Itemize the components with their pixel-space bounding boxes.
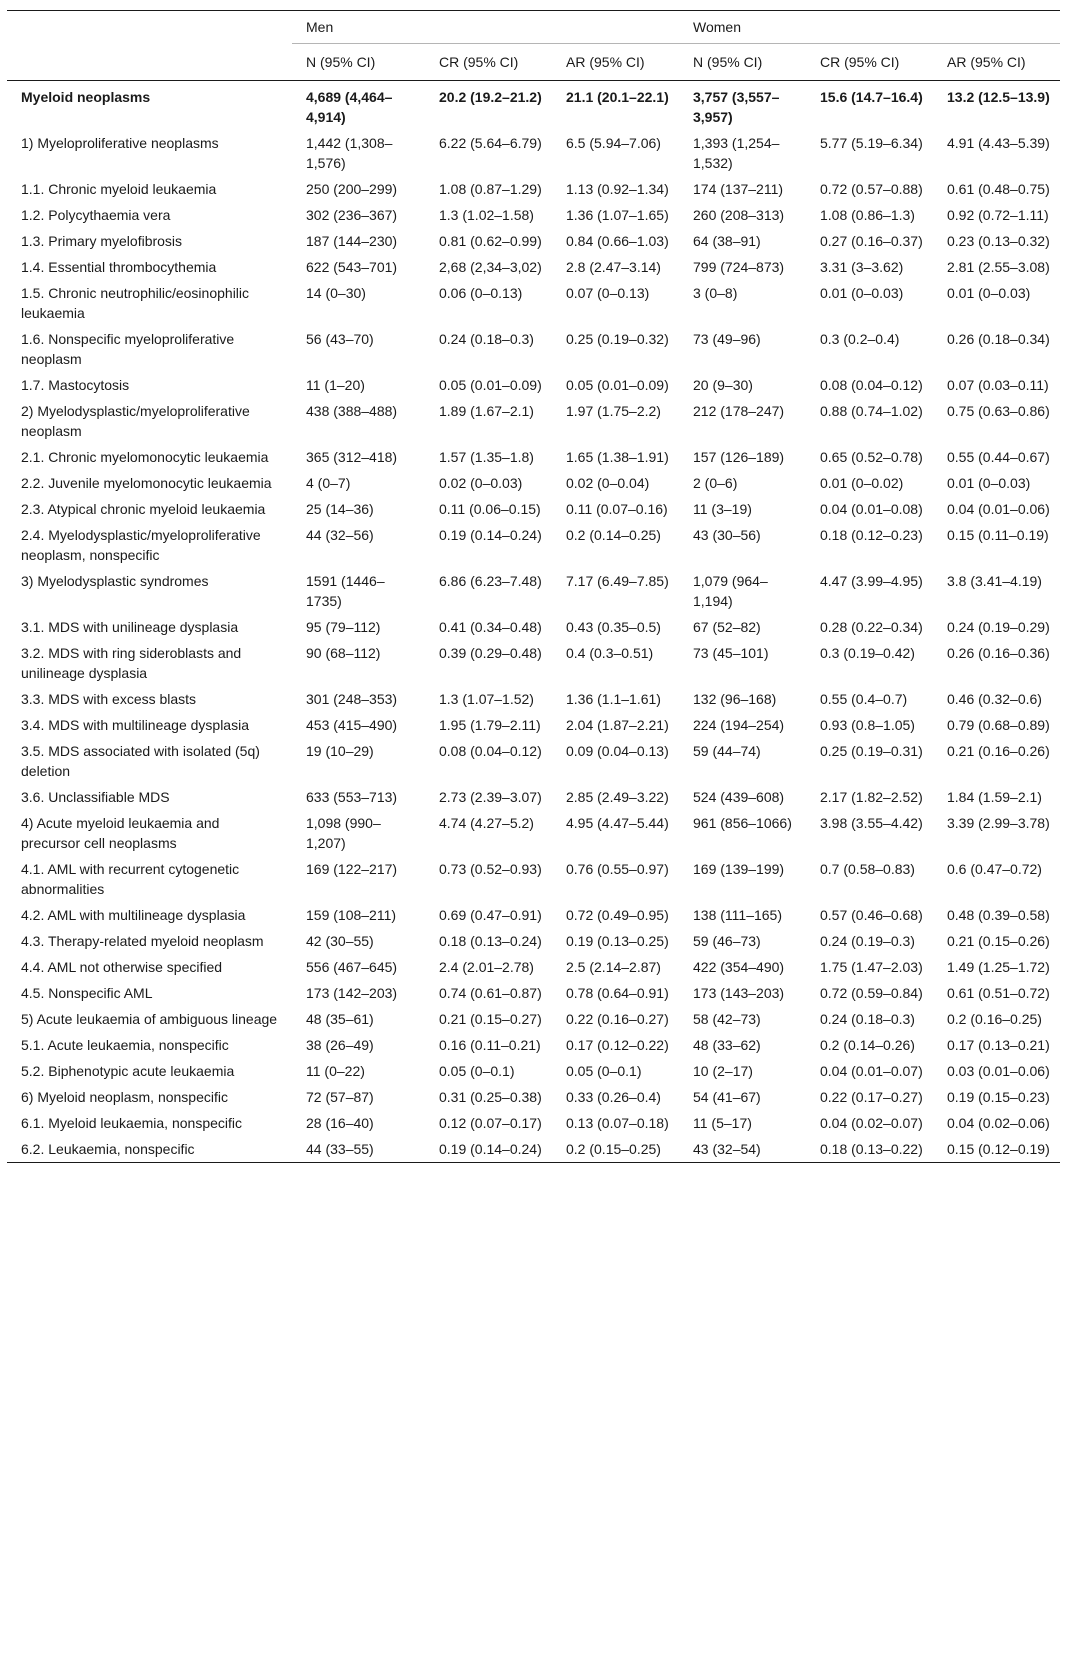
- cell-men-ar: 0.78 (0.64–0.91): [566, 985, 669, 1001]
- cell-men-ar: 7.17 (6.49–7.85): [566, 573, 669, 589]
- table-row: [7, 176, 1060, 202]
- cell-women-n: 524 (439–608): [693, 789, 785, 805]
- header-men: Men: [292, 11, 679, 44]
- cell-women-n: 1,079 (964–1,194): [693, 573, 768, 609]
- cell-women-cr: 0.04 (0.02–0.07): [820, 1115, 923, 1131]
- cell-men-n: 11 (1–20): [306, 377, 365, 393]
- table-row: [7, 738, 1060, 784]
- cell-women-cr: 3.98 (3.55–4.42): [820, 815, 923, 831]
- row-label: 3.6. Unclassifiable MDS: [21, 789, 170, 805]
- table-row: [7, 398, 1060, 444]
- cell-women-ar: 3.8 (3.41–4.19): [947, 573, 1042, 589]
- cell-men-n: 72 (57–87): [306, 1089, 374, 1105]
- cell-women-n: 73 (45–101): [693, 645, 769, 661]
- cell-women-n: 43 (32–54): [693, 1141, 761, 1157]
- cell-men-ar: 2.85 (2.49–3.22): [566, 789, 669, 805]
- table-row: [7, 1084, 1060, 1110]
- cell-men-cr: 0.73 (0.52–0.93): [439, 861, 542, 877]
- cell-women-cr: 0.08 (0.04–0.12): [820, 377, 923, 393]
- cell-men-ar: 1.97 (1.75–2.2): [566, 403, 661, 419]
- cell-men-ar: 0.25 (0.19–0.32): [566, 331, 669, 347]
- header-men-cr: CR (95% CI): [425, 44, 552, 81]
- table-row: [7, 1032, 1060, 1058]
- cell-women-ar: 0.17 (0.13–0.21): [947, 1037, 1050, 1053]
- cell-men-n: 187 (144–230): [306, 233, 398, 249]
- cell-men-n: 56 (43–70): [306, 331, 374, 347]
- incidence-table: [7, 10, 1060, 1163]
- table-row: [7, 326, 1060, 372]
- row-label: 4.2. AML with multilineage dysplasia: [21, 907, 246, 923]
- cell-women-n: 138 (111–165): [693, 907, 782, 923]
- cell-women-n: 48 (33–62): [693, 1037, 761, 1053]
- cell-men-ar: 0.05 (0.01–0.09): [566, 377, 669, 393]
- cell-women-cr: 0.3 (0.19–0.42): [820, 645, 915, 661]
- cell-men-n: 365 (312–418): [306, 449, 398, 465]
- cell-men-ar: 0.33 (0.26–0.4): [566, 1089, 661, 1105]
- row-label: 1.6. Nonspecific myeloproliferative neoplasm: [21, 331, 235, 367]
- cell-men-cr: 0.11 (0.06–0.15): [439, 501, 541, 517]
- cell-men-n: 48 (35–61): [306, 1011, 374, 1027]
- row-label: 3.5. MDS associated with isolated (5q) deletion: [21, 743, 260, 779]
- cell-men-cr: 0.19 (0.14–0.24): [439, 527, 542, 543]
- cell-men-cr: 0.06 (0–0.13): [439, 285, 523, 301]
- cell-men-cr: 2,68 (2,34–3,02): [439, 259, 542, 275]
- cell-men-n: 14 (0–30): [306, 285, 366, 301]
- cell-men-cr: 0.05 (0–0.1): [439, 1063, 515, 1079]
- table-row: [7, 202, 1060, 228]
- cell-men-n: 556 (467–645): [306, 959, 398, 975]
- table-row: [7, 1006, 1060, 1032]
- cell-men-ar: 0.02 (0–0.04): [566, 475, 650, 491]
- table-row: [7, 1136, 1060, 1163]
- cell-women-n: 961 (856–1066): [693, 815, 792, 831]
- cell-men-ar: 0.05 (0–0.1): [566, 1063, 642, 1079]
- cell-women-n: 3,757 (3,557–3,957): [693, 89, 780, 125]
- cell-men-ar: 0.22 (0.16–0.27): [566, 1011, 669, 1027]
- cell-men-cr: 0.18 (0.13–0.24): [439, 933, 542, 949]
- row-label: 2.1. Chronic myelomonocytic leukaemia: [21, 449, 269, 465]
- cell-women-n: 43 (30–56): [693, 527, 761, 543]
- cell-men-n: 42 (30–55): [306, 933, 374, 949]
- table-body: [7, 81, 1060, 1163]
- cell-men-n: 159 (108–211): [306, 907, 397, 923]
- cell-men-cr: 0.12 (0.07–0.17): [439, 1115, 542, 1131]
- cell-women-ar: 1.49 (1.25–1.72): [947, 959, 1050, 975]
- cell-women-cr: 0.01 (0–0.03): [820, 285, 904, 301]
- table-row: [7, 614, 1060, 640]
- table-row: [7, 712, 1060, 738]
- cell-women-cr: 0.22 (0.17–0.27): [820, 1089, 923, 1105]
- row-label: 5) Acute leukaemia of ambiguous lineage: [21, 1011, 278, 1027]
- cell-women-cr: 4.47 (3.99–4.95): [820, 573, 923, 589]
- cell-men-n: 302 (236–367): [306, 207, 398, 223]
- table-container: [7, 10, 1060, 1163]
- table-row: [7, 444, 1060, 470]
- table-header: [7, 11, 1060, 81]
- cell-women-n: 59 (44–74): [693, 743, 761, 759]
- table-row: [7, 228, 1060, 254]
- cell-women-n: 212 (178–247): [693, 403, 785, 419]
- cell-men-n: 301 (248–353): [306, 691, 398, 707]
- cell-women-n: 260 (208–313): [693, 207, 785, 223]
- cell-men-ar: 2.8 (2.47–3.14): [566, 259, 661, 275]
- cell-men-n: 1591 (1446–1735): [306, 573, 385, 609]
- cell-men-n: 95 (79–112): [306, 619, 381, 635]
- header-label-cell: [7, 44, 292, 81]
- cell-men-cr: 4.74 (4.27–5.2): [439, 815, 534, 831]
- row-label: 1) Myeloproliferative neoplasms: [21, 135, 219, 151]
- header-women: Women: [679, 11, 1060, 44]
- cell-women-n: 11 (5–17): [693, 1115, 752, 1131]
- cell-men-ar: 0.11 (0.07–0.16): [566, 501, 668, 517]
- cell-men-n: 90 (68–112): [306, 645, 381, 661]
- row-label: 4.1. AML with recurrent cytogenetic abnormalities: [21, 861, 240, 897]
- cell-men-n: 453 (415–490): [306, 717, 398, 733]
- cell-women-ar: 0.21 (0.16–0.26): [947, 743, 1050, 759]
- cell-women-n: 1,393 (1,254–1,532): [693, 135, 780, 171]
- cell-women-n: 3 (0–8): [693, 285, 738, 301]
- cell-women-cr: 0.04 (0.01–0.08): [820, 501, 923, 517]
- cell-men-n: 169 (122–217): [306, 861, 398, 877]
- table-row: [7, 810, 1060, 856]
- row-label: 3) Myelodysplastic syndromes: [21, 573, 209, 589]
- row-label: 6.1. Myeloid leukaemia, nonspecific: [21, 1115, 243, 1131]
- cell-women-cr: 5.77 (5.19–6.34): [820, 135, 923, 151]
- header-men-n: N (95% CI): [292, 44, 425, 81]
- cell-women-n: 64 (38–91): [693, 233, 761, 249]
- cell-women-cr: 0.01 (0–0.02): [820, 475, 904, 491]
- table-row: [7, 928, 1060, 954]
- table-row: [7, 954, 1060, 980]
- table-row: [7, 254, 1060, 280]
- cell-women-cr: 0.2 (0.14–0.26): [820, 1037, 915, 1053]
- cell-men-n: 44 (32–56): [306, 527, 374, 543]
- cell-men-ar: 0.72 (0.49–0.95): [566, 907, 669, 923]
- cell-women-cr: 0.18 (0.12–0.23): [820, 527, 923, 543]
- table-row: [7, 496, 1060, 522]
- cell-women-cr: 0.25 (0.19–0.31): [820, 743, 923, 759]
- cell-women-ar: 0.21 (0.15–0.26): [947, 933, 1050, 949]
- cell-women-cr: 1.08 (0.86–1.3): [820, 207, 915, 223]
- cell-women-ar: 0.75 (0.63–0.86): [947, 403, 1050, 419]
- table-row: [7, 470, 1060, 496]
- cell-men-ar: 0.4 (0.3–0.51): [566, 645, 654, 661]
- row-label: 5.1. Acute leukaemia, nonspecific: [21, 1037, 229, 1053]
- cell-men-n: 28 (16–40): [306, 1115, 374, 1131]
- cell-women-n: 58 (42–73): [693, 1011, 761, 1027]
- cell-women-cr: 0.93 (0.8–1.05): [820, 717, 915, 733]
- cell-women-ar: 1.84 (1.59–2.1): [947, 789, 1042, 805]
- cell-men-ar: 0.76 (0.55–0.97): [566, 861, 669, 877]
- cell-men-cr: 0.08 (0.04–0.12): [439, 743, 542, 759]
- row-label: 4.5. Nonspecific AML: [21, 985, 153, 1001]
- cell-men-ar: 2.5 (2.14–2.87): [566, 959, 661, 975]
- header-group-row: [7, 11, 1060, 44]
- cell-men-cr: 1.3 (1.07–1.52): [439, 691, 534, 707]
- cell-men-ar: 1.36 (1.1–1.61): [566, 691, 661, 707]
- table-row: [7, 902, 1060, 928]
- row-label: 3.3. MDS with excess blasts: [21, 691, 197, 707]
- table-row: [7, 784, 1060, 810]
- cell-women-ar: 0.79 (0.68–0.89): [947, 717, 1050, 733]
- table-row: [7, 130, 1060, 176]
- row-label: 6) Myeloid neoplasm, nonspecific: [21, 1089, 228, 1105]
- header-women-cr: CR (95% CI): [806, 44, 933, 81]
- cell-men-cr: 6.86 (6.23–7.48): [439, 573, 542, 589]
- row-label: 6.2. Leukaemia, nonspecific: [21, 1141, 195, 1157]
- cell-men-cr: 0.16 (0.11–0.21): [439, 1037, 541, 1053]
- cell-women-n: 11 (3–19): [693, 501, 752, 517]
- cell-women-n: 157 (126–189): [693, 449, 785, 465]
- row-label: 4.4. AML not otherwise specified: [21, 959, 223, 975]
- row-label: 1.7. Mastocytosis: [21, 377, 130, 393]
- row-label: 1.5. Chronic neutrophilic/eosinophilic leukaemia: [21, 285, 250, 321]
- row-label: 1.1. Chronic myeloid leukaemia: [21, 181, 217, 197]
- cell-women-cr: 0.88 (0.74–1.02): [820, 403, 923, 419]
- cell-men-cr: 0.21 (0.15–0.27): [439, 1011, 542, 1027]
- header-column-row: [7, 44, 1060, 81]
- cell-women-cr: 0.72 (0.57–0.88): [820, 181, 923, 197]
- cell-women-n: 20 (9–30): [693, 377, 753, 393]
- cell-women-ar: 0.23 (0.13–0.32): [947, 233, 1050, 249]
- table-row: [7, 522, 1060, 568]
- table-row: [7, 81, 1060, 131]
- cell-women-ar: 0.26 (0.18–0.34): [947, 331, 1050, 347]
- cell-men-ar: 6.5 (5.94–7.06): [566, 135, 661, 151]
- cell-women-cr: 0.72 (0.59–0.84): [820, 985, 923, 1001]
- cell-women-n: 174 (137–211): [693, 181, 784, 197]
- cell-women-cr: 0.55 (0.4–0.7): [820, 691, 908, 707]
- table-row: [7, 980, 1060, 1006]
- row-label: 3.4. MDS with multilineage dysplasia: [21, 717, 249, 733]
- row-label: 3.2. MDS with ring sideroblasts and unilineage dysplasia: [21, 645, 242, 681]
- cell-men-cr: 1.89 (1.67–2.1): [439, 403, 534, 419]
- cell-men-cr: 0.41 (0.34–0.48): [439, 619, 542, 635]
- cell-women-ar: 0.61 (0.51–0.72): [947, 985, 1050, 1001]
- cell-women-n: 799 (724–873): [693, 259, 785, 275]
- cell-men-n: 11 (0–22): [306, 1063, 365, 1079]
- cell-women-ar: 0.07 (0.03–0.11): [947, 377, 1049, 393]
- cell-women-n: 73 (49–96): [693, 331, 761, 347]
- cell-men-n: 4 (0–7): [306, 475, 351, 491]
- cell-women-n: 67 (52–82): [693, 619, 761, 635]
- cell-women-n: 10 (2–17): [693, 1063, 753, 1079]
- cell-women-n: 2 (0–6): [693, 475, 738, 491]
- header-men-ar: AR (95% CI): [552, 44, 679, 81]
- cell-men-ar: 21.1 (20.1–22.1): [566, 89, 669, 105]
- cell-men-ar: 0.43 (0.35–0.5): [566, 619, 661, 635]
- cell-women-n: 224 (194–254): [693, 717, 785, 733]
- cell-women-ar: 2.81 (2.55–3.08): [947, 259, 1050, 275]
- cell-women-n: 59 (46–73): [693, 933, 761, 949]
- row-label: 1.2. Polycythaemia vera: [21, 207, 171, 223]
- cell-women-cr: 0.24 (0.19–0.3): [820, 933, 915, 949]
- cell-men-ar: 0.17 (0.12–0.22): [566, 1037, 669, 1053]
- cell-women-cr: 0.7 (0.58–0.83): [820, 861, 915, 877]
- cell-men-ar: 0.13 (0.07–0.18): [566, 1115, 669, 1131]
- cell-women-ar: 3.39 (2.99–3.78): [947, 815, 1050, 831]
- cell-men-n: 44 (33–55): [306, 1141, 374, 1157]
- cell-men-cr: 0.05 (0.01–0.09): [439, 377, 542, 393]
- row-label: 4) Acute myeloid leukaemia and precursor cell neoplasms: [21, 815, 220, 851]
- cell-men-cr: 0.81 (0.62–0.99): [439, 233, 542, 249]
- cell-men-cr: 0.74 (0.61–0.87): [439, 985, 542, 1001]
- cell-men-n: 1,442 (1,308–1,576): [306, 135, 393, 171]
- cell-men-cr: 20.2 (19.2–21.2): [439, 89, 542, 105]
- cell-men-ar: 0.2 (0.14–0.25): [566, 527, 661, 543]
- cell-men-cr: 0.31 (0.25–0.38): [439, 1089, 542, 1105]
- row-label: 2.2. Juvenile myelomonocytic leukaemia: [21, 475, 272, 491]
- cell-men-n: 622 (543–701): [306, 259, 398, 275]
- cell-men-ar: 0.07 (0–0.13): [566, 285, 650, 301]
- cell-women-cr: 0.28 (0.22–0.34): [820, 619, 923, 635]
- cell-men-cr: 1.3 (1.02–1.58): [439, 207, 534, 223]
- header-women-n: N (95% CI): [679, 44, 806, 81]
- table-row: [7, 1058, 1060, 1084]
- cell-women-n: 54 (41–67): [693, 1089, 761, 1105]
- cell-women-ar: 0.6 (0.47–0.72): [947, 861, 1042, 877]
- cell-women-n: 132 (96–168): [693, 691, 777, 707]
- cell-men-ar: 0.2 (0.15–0.25): [566, 1141, 661, 1157]
- cell-women-ar: 0.48 (0.39–0.58): [947, 907, 1050, 923]
- cell-women-n: 422 (354–490): [693, 959, 785, 975]
- cell-men-cr: 1.57 (1.35–1.8): [439, 449, 534, 465]
- cell-men-cr: 0.69 (0.47–0.91): [439, 907, 542, 923]
- cell-women-ar: 0.2 (0.16–0.25): [947, 1011, 1042, 1027]
- row-label: 1.3. Primary myelofibrosis: [21, 233, 183, 249]
- cell-women-cr: 0.24 (0.18–0.3): [820, 1011, 915, 1027]
- cell-men-ar: 1.36 (1.07–1.65): [566, 207, 669, 223]
- header-women-ar: AR (95% CI): [933, 44, 1060, 81]
- cell-women-ar: 0.24 (0.19–0.29): [947, 619, 1050, 635]
- cell-women-ar: 0.26 (0.16–0.36): [947, 645, 1050, 661]
- cell-women-cr: 3.31 (3–3.62): [820, 259, 904, 275]
- cell-men-ar: 0.84 (0.66–1.03): [566, 233, 669, 249]
- table-row: [7, 640, 1060, 686]
- cell-men-cr: 2.73 (2.39–3.07): [439, 789, 542, 805]
- cell-women-ar: 0.04 (0.02–0.06): [947, 1115, 1050, 1131]
- cell-women-ar: 0.61 (0.48–0.75): [947, 181, 1050, 197]
- table-row: [7, 686, 1060, 712]
- cell-women-ar: 4.91 (4.43–5.39): [947, 135, 1050, 151]
- header-blank-cell: [7, 11, 292, 44]
- cell-women-cr: 2.17 (1.82–2.52): [820, 789, 923, 805]
- cell-men-cr: 0.24 (0.18–0.3): [439, 331, 534, 347]
- cell-women-cr: 0.65 (0.52–0.78): [820, 449, 923, 465]
- row-label: 2.3. Atypical chronic myeloid leukaemia: [21, 501, 266, 517]
- cell-men-n: 633 (553–713): [306, 789, 398, 805]
- cell-men-ar: 0.19 (0.13–0.25): [566, 933, 669, 949]
- table-row: [7, 1110, 1060, 1136]
- cell-women-cr: 0.3 (0.2–0.4): [820, 331, 900, 347]
- cell-men-cr: 0.19 (0.14–0.24): [439, 1141, 542, 1157]
- row-label: 2) Myelodysplastic/myeloproliferative neoplasm: [21, 403, 250, 439]
- cell-women-ar: 0.15 (0.11–0.19): [947, 527, 1049, 543]
- cell-women-ar: 0.04 (0.01–0.06): [947, 501, 1050, 517]
- cell-women-cr: 0.57 (0.46–0.68): [820, 907, 923, 923]
- row-label: 3.1. MDS with unilineage dysplasia: [21, 619, 239, 635]
- cell-men-n: 4,689 (4,464–4,914): [306, 89, 393, 125]
- cell-women-ar: 13.2 (12.5–13.9): [947, 89, 1050, 105]
- cell-women-ar: 0.55 (0.44–0.67): [947, 449, 1050, 465]
- row-label: 2.4. Myelodysplastic/myeloproliferative neoplasm, nonspecific: [21, 527, 261, 563]
- cell-women-n: 169 (139–199): [693, 861, 785, 877]
- table-row: [7, 372, 1060, 398]
- table-row: [7, 856, 1060, 902]
- cell-men-n: 438 (388–488): [306, 403, 398, 419]
- cell-men-cr: 0.39 (0.29–0.48): [439, 645, 542, 661]
- cell-men-ar: 0.09 (0.04–0.13): [566, 743, 669, 759]
- cell-women-ar: 0.01 (0–0.03): [947, 285, 1031, 301]
- row-label: Myeloid neoplasms: [21, 89, 151, 105]
- cell-women-cr: 0.18 (0.13–0.22): [820, 1141, 923, 1157]
- cell-men-n: 1,098 (990–1,207): [306, 815, 381, 851]
- cell-women-ar: 0.03 (0.01–0.06): [947, 1063, 1050, 1079]
- cell-men-n: 38 (26–49): [306, 1037, 374, 1053]
- cell-women-ar: 0.46 (0.32–0.6): [947, 691, 1042, 707]
- cell-women-ar: 0.15 (0.12–0.19): [947, 1141, 1050, 1157]
- cell-men-cr: 6.22 (5.64–6.79): [439, 135, 542, 151]
- row-label: 1.4. Essential thrombocythemia: [21, 259, 217, 275]
- cell-men-cr: 1.08 (0.87–1.29): [439, 181, 542, 197]
- cell-men-cr: 0.02 (0–0.03): [439, 475, 523, 491]
- cell-women-ar: 0.92 (0.72–1.11): [947, 207, 1049, 223]
- cell-men-n: 19 (10–29): [306, 743, 374, 759]
- cell-men-n: 250 (200–299): [306, 181, 398, 197]
- cell-men-ar: 2.04 (1.87–2.21): [566, 717, 669, 733]
- table-row: [7, 280, 1060, 326]
- cell-women-cr: 0.27 (0.16–0.37): [820, 233, 923, 249]
- cell-men-ar: 1.13 (0.92–1.34): [566, 181, 669, 197]
- cell-women-cr: 15.6 (14.7–16.4): [820, 89, 923, 105]
- cell-women-cr: 0.04 (0.01–0.07): [820, 1063, 923, 1079]
- cell-men-ar: 1.65 (1.38–1.91): [566, 449, 669, 465]
- cell-women-cr: 1.75 (1.47–2.03): [820, 959, 923, 975]
- table-row: [7, 568, 1060, 614]
- row-label: 4.3. Therapy-related myeloid neoplasm: [21, 933, 264, 949]
- row-label: 5.2. Biphenotypic acute leukaemia: [21, 1063, 235, 1079]
- cell-men-ar: 4.95 (4.47–5.44): [566, 815, 669, 831]
- cell-women-ar: 0.19 (0.15–0.23): [947, 1089, 1050, 1105]
- cell-women-ar: 0.01 (0–0.03): [947, 475, 1031, 491]
- cell-women-n: 173 (143–203): [693, 985, 785, 1001]
- cell-men-cr: 2.4 (2.01–2.78): [439, 959, 534, 975]
- cell-men-n: 173 (142–203): [306, 985, 398, 1001]
- cell-men-cr: 1.95 (1.79–2.11): [439, 717, 541, 733]
- cell-men-n: 25 (14–36): [306, 501, 374, 517]
